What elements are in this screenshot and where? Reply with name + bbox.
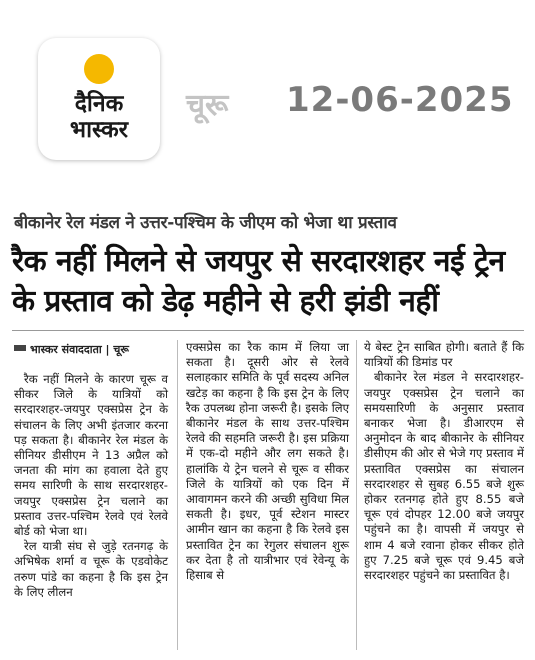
column-divider bbox=[356, 340, 357, 650]
article-byline: भास्कर संवाददाता | चूरू bbox=[30, 343, 129, 356]
sun-icon bbox=[84, 54, 114, 84]
logo-line-2: भास्कर bbox=[69, 117, 129, 143]
byline-marker bbox=[14, 345, 26, 351]
article-headline: रैक नहीं मिलने से जयपुर से सरदारशहर नई ट्रेन के प्रस्ताव को डेढ़ महीने से हरी झंडी नहीं bbox=[12, 244, 505, 319]
paragraph: रैक नहीं मिलने के कारण चूरू व सीकर जिले के यात्रियों को सरदारशहर-जयपुर एक्सप्रेस ट्रेन के संचालन के लिए अभी इंतजार करना पड़ सकता है। बीकानेर रेल मंडल के सीनियर डीसीएम ने 13 अप्रैल को जनता की मांग का हवाला देते हुए समय सारिणी के साथ सरदारशहर-जयपुर एक्सप्रेस ट्रेन चलाने का प्रस्ताव उत्तर-पश्चिम रेलवे एवं रेलवे बोर्ड को भेजा था। bbox=[14, 372, 168, 539]
edition-date: 12-06-2025 bbox=[286, 80, 514, 120]
article-kicker: बीकानेर रेल मंडल ने उत्तर-पश्चिम के जीएम को भेजा था प्रस्ताव bbox=[14, 213, 397, 233]
article-column-3 bbox=[364, 340, 524, 583]
paragraph: एक्सप्रेस का रैक काम में लिया जा सकता है। दूसरी ओर से रेलवे सलाहकार समिति के पूर्व सदस्य अनिल खटेड़ का कहना है कि इस ट्रेन के लिए रैक उपलब्ध होना जरूरी है। इसके लिए बीकानेर मंडल के साथ उत्तर-पश्चिम रेलवे की सहमति जरूरी है। इस प्रक्रिया में एक-दो महीने और लग सकते है। हालांकि ये ट्रेन चलने से चूरू व सीकर जिले के यात्रियों को एक दिन में आवागमन करने की अच्छी सुविधा मिल सकती है। इधर, पूर्व स्टेशन मास्टर आमीन खान का कहना है कि रेलवे इस प्रस्तावित ट्रेन का रेगुलर संचालन शुरू कर देता है तो यात्रीभार एवं रेवेन्यू के हिसाब से bbox=[186, 340, 349, 583]
paragraph: रेल यात्री संघ से जुड़े रतनगढ़ के अभिषेक शर्मा व चूरू के एडवोकेट तरुण पांडे का कहना है कि इस ट्रेन के लिए लीलन bbox=[14, 539, 168, 599]
newspaper-logo bbox=[38, 38, 160, 160]
paragraph: ये बेस्ट ट्रेन साबित होगी। बताते हैं कि यात्रियों की डिमांड पर bbox=[364, 340, 524, 370]
article-column-1 bbox=[14, 372, 168, 600]
edition-city: चूरू bbox=[186, 88, 229, 123]
column-divider bbox=[177, 340, 178, 650]
headline-rule bbox=[12, 330, 524, 331]
page-header bbox=[0, 0, 535, 170]
paragraph: बीकानेर रेल मंडल ने सरदारशहर-जयपुर एक्सप्रेस ट्रेन चलाने का समयसारिणी के अनुसार प्रस्ताव बनाकर भेजा है। डीआरएम से अनुमोदन के बाद बीकानेर के सीनियर डीसीएम की ओर से भेजे गए प्रस्ताव में प्रस्तावित एक्सप्रेस का संचालन सरदारशहर से सुबह 6.55 बजे शुरू होकर रतनगढ़ होते हुए 8.55 बजे चूरू एवं दोपहर 12.00 बजे जयपुर पहुंचने का है। वापसी में जयपुर से शाम 4 बजे रवाना होकर सीकर होते हुए 7.25 बजे चूरू एवं 9.45 बजे सरदारशहर पहुंचने का प्रस्तावित है। bbox=[364, 370, 524, 583]
logo-line-1: दैनिक bbox=[74, 91, 124, 117]
article-column-2 bbox=[186, 340, 349, 583]
